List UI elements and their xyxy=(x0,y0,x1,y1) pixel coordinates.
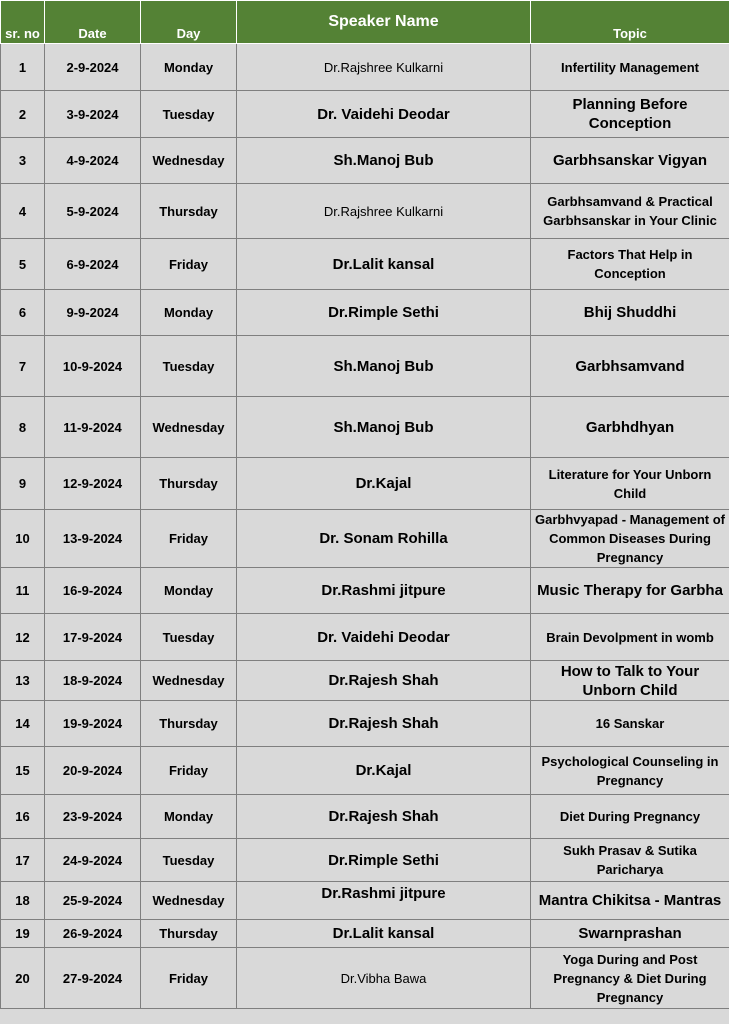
row-number: 17 xyxy=(1,839,45,882)
row-day: Friday xyxy=(141,747,237,795)
row-topic: Garbhsamvand & Practical Garbhsanskar in Your Clinic xyxy=(531,184,729,239)
row-date: 13-9-2024 xyxy=(45,510,141,568)
table-row xyxy=(1,184,729,239)
table-row xyxy=(1,614,729,661)
row-date: 6-9-2024 xyxy=(45,239,141,290)
row-date: 26-9-2024 xyxy=(45,920,141,948)
row-topic: Music Therapy for Garbha xyxy=(531,568,729,614)
table-row xyxy=(1,920,729,948)
row-topic: Sukh Prasav & Sutika Paricharya xyxy=(531,839,729,882)
row-day: Tuesday xyxy=(141,614,237,661)
row-number: 14 xyxy=(1,701,45,747)
row-topic: Diet During Pregnancy xyxy=(531,795,729,839)
row-date: 23-9-2024 xyxy=(45,795,141,839)
row-day: Tuesday xyxy=(141,336,237,397)
row-topic: Garbhsanskar Vigyan xyxy=(531,138,729,184)
row-topic: Yoga During and Post Pregnancy & Diet During Pregnancy xyxy=(531,948,729,1009)
row-day: Thursday xyxy=(141,920,237,948)
row-number: 11 xyxy=(1,568,45,614)
row-date: 9-9-2024 xyxy=(45,290,141,336)
row-number: 9 xyxy=(1,458,45,510)
row-number: 10 xyxy=(1,510,45,568)
row-day: Friday xyxy=(141,510,237,568)
row-date: 27-9-2024 xyxy=(45,948,141,1009)
row-topic: Garbhvyapad - Management of Common Diseases During Pregnancy xyxy=(531,510,729,568)
row-speaker: Sh.Manoj Bub xyxy=(237,336,531,397)
row-day: Wednesday xyxy=(141,882,237,920)
row-day: Wednesday xyxy=(141,661,237,701)
row-topic: Factors That Help in Conception xyxy=(531,239,729,290)
row-date: 3-9-2024 xyxy=(45,91,141,138)
table-row xyxy=(1,290,729,336)
table-row xyxy=(1,397,729,458)
row-day: Wednesday xyxy=(141,138,237,184)
row-speaker: Sh.Manoj Bub xyxy=(237,138,531,184)
row-speaker: Dr. Vaidehi Deodar xyxy=(237,91,531,138)
row-topic: How to Talk to Your Unborn Child xyxy=(531,661,729,701)
row-day: Monday xyxy=(141,290,237,336)
row-topic: Garbhdhyan xyxy=(531,397,729,458)
row-day: Thursday xyxy=(141,184,237,239)
row-date: 2-9-2024 xyxy=(45,44,141,91)
header-speaker-name: Speaker Name xyxy=(237,1,531,44)
row-speaker: Dr.Rajesh Shah xyxy=(237,661,531,701)
header-topic: Topic xyxy=(531,1,729,44)
row-date: 25-9-2024 xyxy=(45,882,141,920)
row-number: 8 xyxy=(1,397,45,458)
table-row xyxy=(1,747,729,795)
row-speaker: Dr.Rimple Sethi xyxy=(237,290,531,336)
table-row xyxy=(1,44,729,91)
table-row xyxy=(1,795,729,839)
table-row xyxy=(1,701,729,747)
row-date: 17-9-2024 xyxy=(45,614,141,661)
row-day: Friday xyxy=(141,948,237,1009)
row-day: Tuesday xyxy=(141,839,237,882)
table-row xyxy=(1,239,729,290)
row-topic: 16 Sanskar xyxy=(531,701,729,747)
row-day: Monday xyxy=(141,795,237,839)
row-speaker: Dr.Kajal xyxy=(237,747,531,795)
header-sr-no: sr. no xyxy=(1,1,45,44)
row-date: 24-9-2024 xyxy=(45,839,141,882)
row-date: 12-9-2024 xyxy=(45,458,141,510)
row-speaker: Dr.Vibha Bawa xyxy=(237,948,531,1009)
row-day: Tuesday xyxy=(141,91,237,138)
row-speaker: Dr. Sonam Rohilla xyxy=(237,510,531,568)
row-topic: Garbhsamvand xyxy=(531,336,729,397)
row-date: 11-9-2024 xyxy=(45,397,141,458)
table-row xyxy=(1,568,729,614)
table-row xyxy=(1,661,729,701)
table-row xyxy=(1,336,729,397)
row-date: 18-9-2024 xyxy=(45,661,141,701)
row-day: Monday xyxy=(141,568,237,614)
row-speaker: Dr.Rajshree Kulkarni xyxy=(237,44,531,91)
header-date: Date xyxy=(45,1,141,44)
row-speaker: Dr.Rimple Sethi xyxy=(237,839,531,882)
row-date: 5-9-2024 xyxy=(45,184,141,239)
table-row xyxy=(1,839,729,882)
row-topic: Planning Before Conception xyxy=(531,91,729,138)
row-speaker: Dr.Lalit kansal xyxy=(237,239,531,290)
row-number: 5 xyxy=(1,239,45,290)
row-number: 19 xyxy=(1,920,45,948)
row-date: 10-9-2024 xyxy=(45,336,141,397)
row-speaker: Dr.Lalit kansal xyxy=(237,920,531,948)
row-number: 13 xyxy=(1,661,45,701)
row-number: 16 xyxy=(1,795,45,839)
table-row xyxy=(1,458,729,510)
row-speaker: Dr.Rajesh Shah xyxy=(237,701,531,747)
row-day: Thursday xyxy=(141,701,237,747)
row-number: 7 xyxy=(1,336,45,397)
row-topic: Literature for Your Unborn Child xyxy=(531,458,729,510)
row-day: Wednesday xyxy=(141,397,237,458)
row-day: Monday xyxy=(141,44,237,91)
row-number: 12 xyxy=(1,614,45,661)
row-speaker: Dr.Rajshree Kulkarni xyxy=(237,184,531,239)
row-number: 6 xyxy=(1,290,45,336)
row-day: Thursday xyxy=(141,458,237,510)
row-date: 19-9-2024 xyxy=(45,701,141,747)
table-row xyxy=(1,510,729,568)
row-topic: Psychological Counseling in Pregnancy xyxy=(531,747,729,795)
row-topic: Brain Devolpment in womb xyxy=(531,614,729,661)
header-day: Day xyxy=(141,1,237,44)
row-topic: Swarnprashan xyxy=(531,920,729,948)
row-number: 18 xyxy=(1,882,45,920)
row-speaker: Dr.Rashmi jitpure xyxy=(237,882,531,920)
row-topic: Infertility Management xyxy=(531,44,729,91)
row-date: 16-9-2024 xyxy=(45,568,141,614)
row-speaker: Dr.Rashmi jitpure xyxy=(237,568,531,614)
header-row xyxy=(1,1,729,44)
row-speaker: Dr.Rajesh Shah xyxy=(237,795,531,839)
row-speaker: Sh.Manoj Bub xyxy=(237,397,531,458)
row-day: Friday xyxy=(141,239,237,290)
row-number: 3 xyxy=(1,138,45,184)
table-row xyxy=(1,882,729,920)
row-number: 1 xyxy=(1,44,45,91)
row-date: 4-9-2024 xyxy=(45,138,141,184)
row-topic: Mantra Chikitsa - Mantras xyxy=(531,882,729,920)
row-topic: Bhij Shuddhi xyxy=(531,290,729,336)
row-date: 20-9-2024 xyxy=(45,747,141,795)
row-number: 4 xyxy=(1,184,45,239)
table-row xyxy=(1,91,729,138)
row-speaker: Dr. Vaidehi Deodar xyxy=(237,614,531,661)
row-number: 15 xyxy=(1,747,45,795)
row-speaker: Dr.Kajal xyxy=(237,458,531,510)
row-number: 20 xyxy=(1,948,45,1009)
table-row xyxy=(1,948,729,1009)
table-row xyxy=(1,138,729,184)
row-number: 2 xyxy=(1,91,45,138)
